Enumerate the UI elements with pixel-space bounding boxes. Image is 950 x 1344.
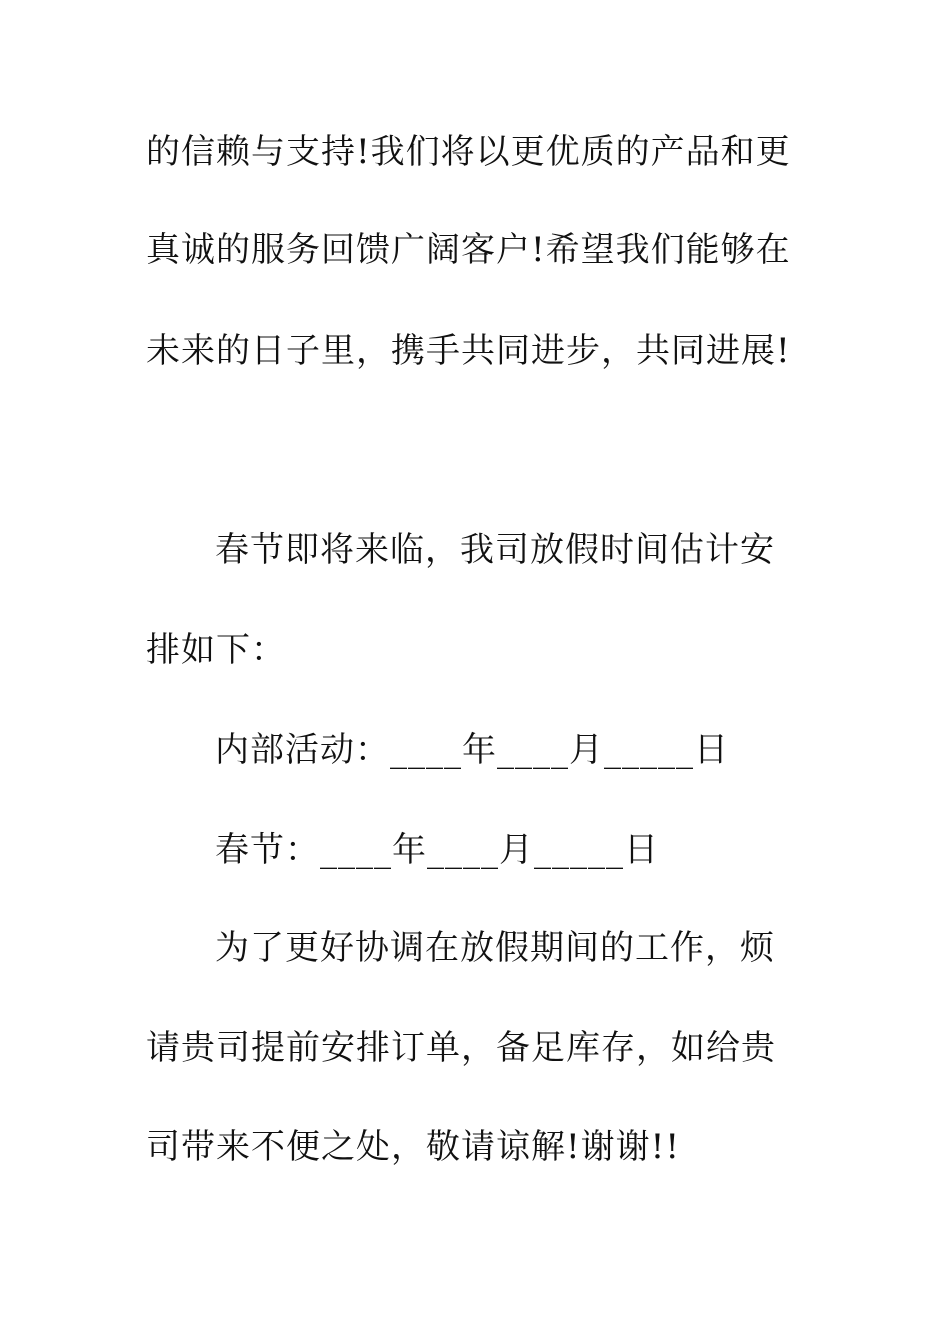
paragraph-line: 未来的日子里，携手共同进步，共同进展! [146,331,791,371]
schedule-internal-activity: 内部活动：____年____月_____日 [215,730,729,770]
paragraph-line: 司带来不便之处，敬请谅解!谢谢!! [146,1127,680,1167]
paragraph-line: 排如下： [146,630,286,670]
paragraph-line: 请贵司提前安排订单，备足库存，如给贵 [146,1028,776,1068]
paragraph-line: 为了更好协调在放假期间的工作，烦 [215,928,775,968]
paragraph-line: 真诚的服务回馈广阔客户!希望我们能够在 [146,230,791,270]
paragraph-line: 春节即将来临，我司放假时间估计安 [215,530,775,570]
schedule-spring-festival: 春节：____年____月_____日 [215,830,659,870]
paragraph-line: 的信赖与支持!我们将以更优质的产品和更 [146,132,791,172]
